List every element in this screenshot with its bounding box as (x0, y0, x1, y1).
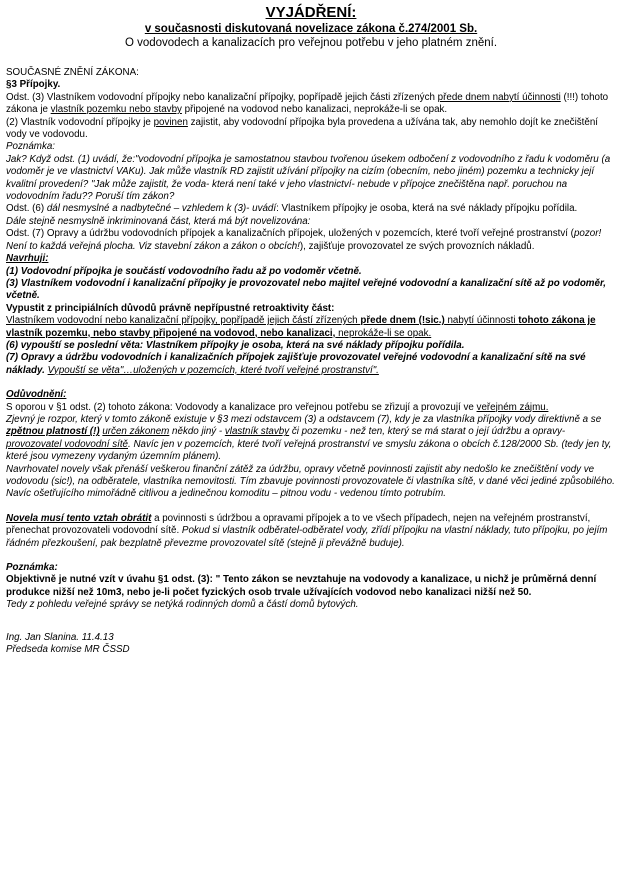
odst7-italic: pozor! Není to každá veřejná plocha. Viz stavební zákon a zákon o obcích! (6, 228, 602, 252)
strike-text-end: neprokáže-li se opak. (335, 327, 432, 339)
p2-underline-retro: zpětnou platností (!) (6, 426, 100, 438)
current-law-heading: SOUČASNÉ ZNĚNÍ ZÁKONA: (6, 67, 139, 78)
odst6-italic: dál nesmyslné a nadbytečné – vzhledem k (3)- uvádí (46, 203, 277, 215)
note2-paragraph: Objektivně je nutné vzít v úvahu §1 odst. (3): " Tento zákon se nevztahuje na vodovody a kanalizace, u nichž je průměrná denní produkce nižší než 10m3, nebo je-li počet fyzických osob trvale užívajících vodovod nebo kanalizaci nižší než 50. (6, 574, 597, 598)
odst7-text-end: ), zajišťuje provozovatel ze svých provozních nákladů. (299, 240, 535, 252)
document-page (6, 4, 616, 656)
reasoning-p1 (6, 402, 616, 414)
section-heading: §3 Přípojky. (6, 79, 61, 91)
document-description: O vodovodech a kanalizacích pro veřejnou potřebu v jeho platném znění. (124, 37, 498, 49)
document-subtitle: v současnosti diskutovaná novelizace zákona č.274/2001 Sb. (144, 23, 478, 35)
odst2-underline: povinen (153, 116, 188, 128)
strike-bold-date: přede dnem (!sic.) (360, 315, 445, 327)
p2-underline-owner: vlastník stavby (224, 426, 290, 438)
reasoning-p4 (6, 513, 616, 550)
reasoning-p3: Navrhovatel novely však přenáší veškerou finanční zátěž za údržbu, opravy včetně povinnosti zajistit aby nedošlo ke znečištění vody ve vodovodu (sic!), na odběratele, vlastníka nemovitosti. Tím zbavuje povinnosti provozovatele či vlastníka sítě, v dané věci jediné způsobilého. Navíc ošetřujícího mimořádně citlivou a jedinečnou komoditu – pitnou vodu - vedenou tímto potrubím. (6, 463, 615, 500)
signature-role: Předseda komise MR ČSSD (6, 644, 130, 656)
current-odst2 (6, 117, 616, 142)
note2-conclusion: Tedy z pohledu veřejné správy se netýká rodinných domů a částí domů bytových. (6, 599, 359, 611)
proposal-item-7 (6, 352, 616, 377)
document-header (6, 4, 616, 50)
note1-odst7 (6, 228, 616, 253)
p4-bold-underline: Novela musí tento vztah obrátit (6, 512, 152, 524)
note1-paragraph: Jak? Když odst. (1) uvádí, že:"vodovodní přípojka je samostatnou stavbou tvořenou úsekem odbočení z vodovodního z řadu k vodoměru (a vodoměr je ve vlastnictví VAKu). Jak může vlastník RD zajistit užívání přípojky na cizím (obecním, nebo jiném) pozemku a technicky její kvalitní provedení? "Jak může zajistit, že voda- která není také v jeho vlastnictví- nebude v přípojce znečištěna např. poruchou na vodovodním řadu?? Poruší tím zákon? (6, 153, 611, 203)
p2-text-c: někdo jiný - (169, 426, 225, 438)
note1-odst6 (6, 203, 616, 215)
odst3-underline-owner: vlastník pozemku nebo stavby (50, 104, 182, 116)
item7-underline: Vypouští se věta"…uložených v pozemcích, které tvoří veřejné prostranství". (47, 364, 379, 376)
reasoning-p1-text: S oporou v §1 odst. (2) tohoto zákona: Vodovody a kanalizace pro veřejnou potřebu se zřizují a provozují ve (6, 401, 477, 413)
p2-text-e: . Navíc jen v pozemcích, které tvoří veřejná prostranství ve smyslu zákona o obcích č.128/2000 Sb. (tedy jen ty, které jsou vymezeny vydaným územním plánem). (6, 438, 612, 463)
reasoning-label: Odůvodnění: (6, 389, 67, 401)
reasoning-p2 (6, 414, 616, 464)
p4-text: a povinnosti s údržbou a opravami přípojek a to ve všech případech, nejen na veřejném prostranství, přenechat provozovateli vodovodní sítě. (6, 512, 591, 537)
odst3-text-end: připojené na vodovod nebo kanalizaci, neprokáže-li se opak. (181, 104, 448, 116)
odst6-text: Odst. (6) (6, 203, 47, 215)
strike-text: Vlastníkem vodovodní nebo kanalizační přípojky, popřípadě jejich částí zřízených (6, 315, 361, 327)
p2-text-a: Zjevný je rozpor, který v tomto zákoně existuje v §3 mezi odstavcem (3) a odstavcem (7), kdy je za vlastníka přípojky vody direktivně a se (6, 413, 602, 425)
item7-bold: (7) Opravy a údržbu vodovodních i kanalizačních přípojek zajišťuje provozovatel veřejné vodovodní a kanalizační sítě na své náklady. (6, 352, 586, 376)
p2-underline-operator: provozovatel vodovodní sítě (6, 438, 128, 450)
proposal-item-3: (3) Vlastníkem vodovodní i kanalizační přípojky je provozovatel nebo majitel veřejné vodovodní a kanalizační sítě až po vodoměr, včetně. (6, 277, 606, 302)
document-title: VYJÁDŘENÍ: (265, 4, 357, 21)
proposal-label: Navrhuji: (6, 253, 49, 265)
odst3-text: Odst. (3) Vlastníkem vodovodní přípojky nebo kanalizační přípojky, popřípadě jejich části zřízených (6, 91, 438, 103)
current-odst3 (6, 92, 616, 117)
odst2-text-end: zajistit, aby vodovodní přípojka byla provedena a užívána tak, aby nemohlo dojít ke znečištění vody ve vodovodu. (6, 116, 598, 141)
odst3-text-mid: (!!!) tohoto zákona je (6, 91, 609, 116)
p2-text-d: či pozemku - než ten, který se má starat o její údržbu a opravy- (289, 426, 566, 438)
p4-italic: Pokud si vlastník odběratel-odběratel vody, zřídí přípojku na vlastní náklady, tuto přípojku, po jejím řádném přezkoušení, pak bezplatně převezme provozovatel sítě (stejně ji převážně buduje). (6, 525, 608, 549)
note1-label: Poznámka: (6, 141, 56, 153)
p2-underline-law: určen zákonem (102, 426, 170, 438)
note1-incriminated: Dále stejně nesmyslně inkriminovaná část, která má být novelizována: (6, 215, 311, 227)
strike-text-mid: nabytí účinnosti (444, 315, 519, 327)
signature-name: Ing. Jan Slanina. 11.4.13 (6, 631, 114, 643)
reasoning-p1-underline: veřejném zájmu. (476, 401, 549, 413)
proposal-item-1: (1) Vodovodní přípojka je součástí vodovodního řadu až po vodoměr včetně. (6, 265, 362, 277)
strike-bold-owner: tohoto zákona je vlastník pozemku, nebo stavby připojené na vodovod, nebo kanalizaci, (6, 315, 596, 339)
odst7-text: Odst. (7) Opravy a údržbu vodovodních přípojek a kanalizačních přípojek, uložených v pozemcích, které tvoří veřejné prostranství ( (6, 228, 574, 240)
proposal-strike-heading: Vypustit z principiálních důvodů právně nepřípustné retroaktivity část: (6, 302, 335, 314)
note2-label: Poznámka: (6, 562, 58, 574)
odst6-text-end: : Vlastníkem přípojky je osoba, která na své náklady přípojku pořídila. (276, 203, 578, 215)
odst2-text: (2) Vlastník vodovodní přípojky je (6, 116, 154, 128)
proposal-item-6: (6) vypouští se poslední věta: Vlastníkem přípojky je osoba, která na své náklady přípojku pořídila. (6, 339, 465, 351)
odst3-underline-date: přede dnem nabytí účinnosti (437, 91, 561, 103)
proposal-strike-text (6, 315, 616, 340)
